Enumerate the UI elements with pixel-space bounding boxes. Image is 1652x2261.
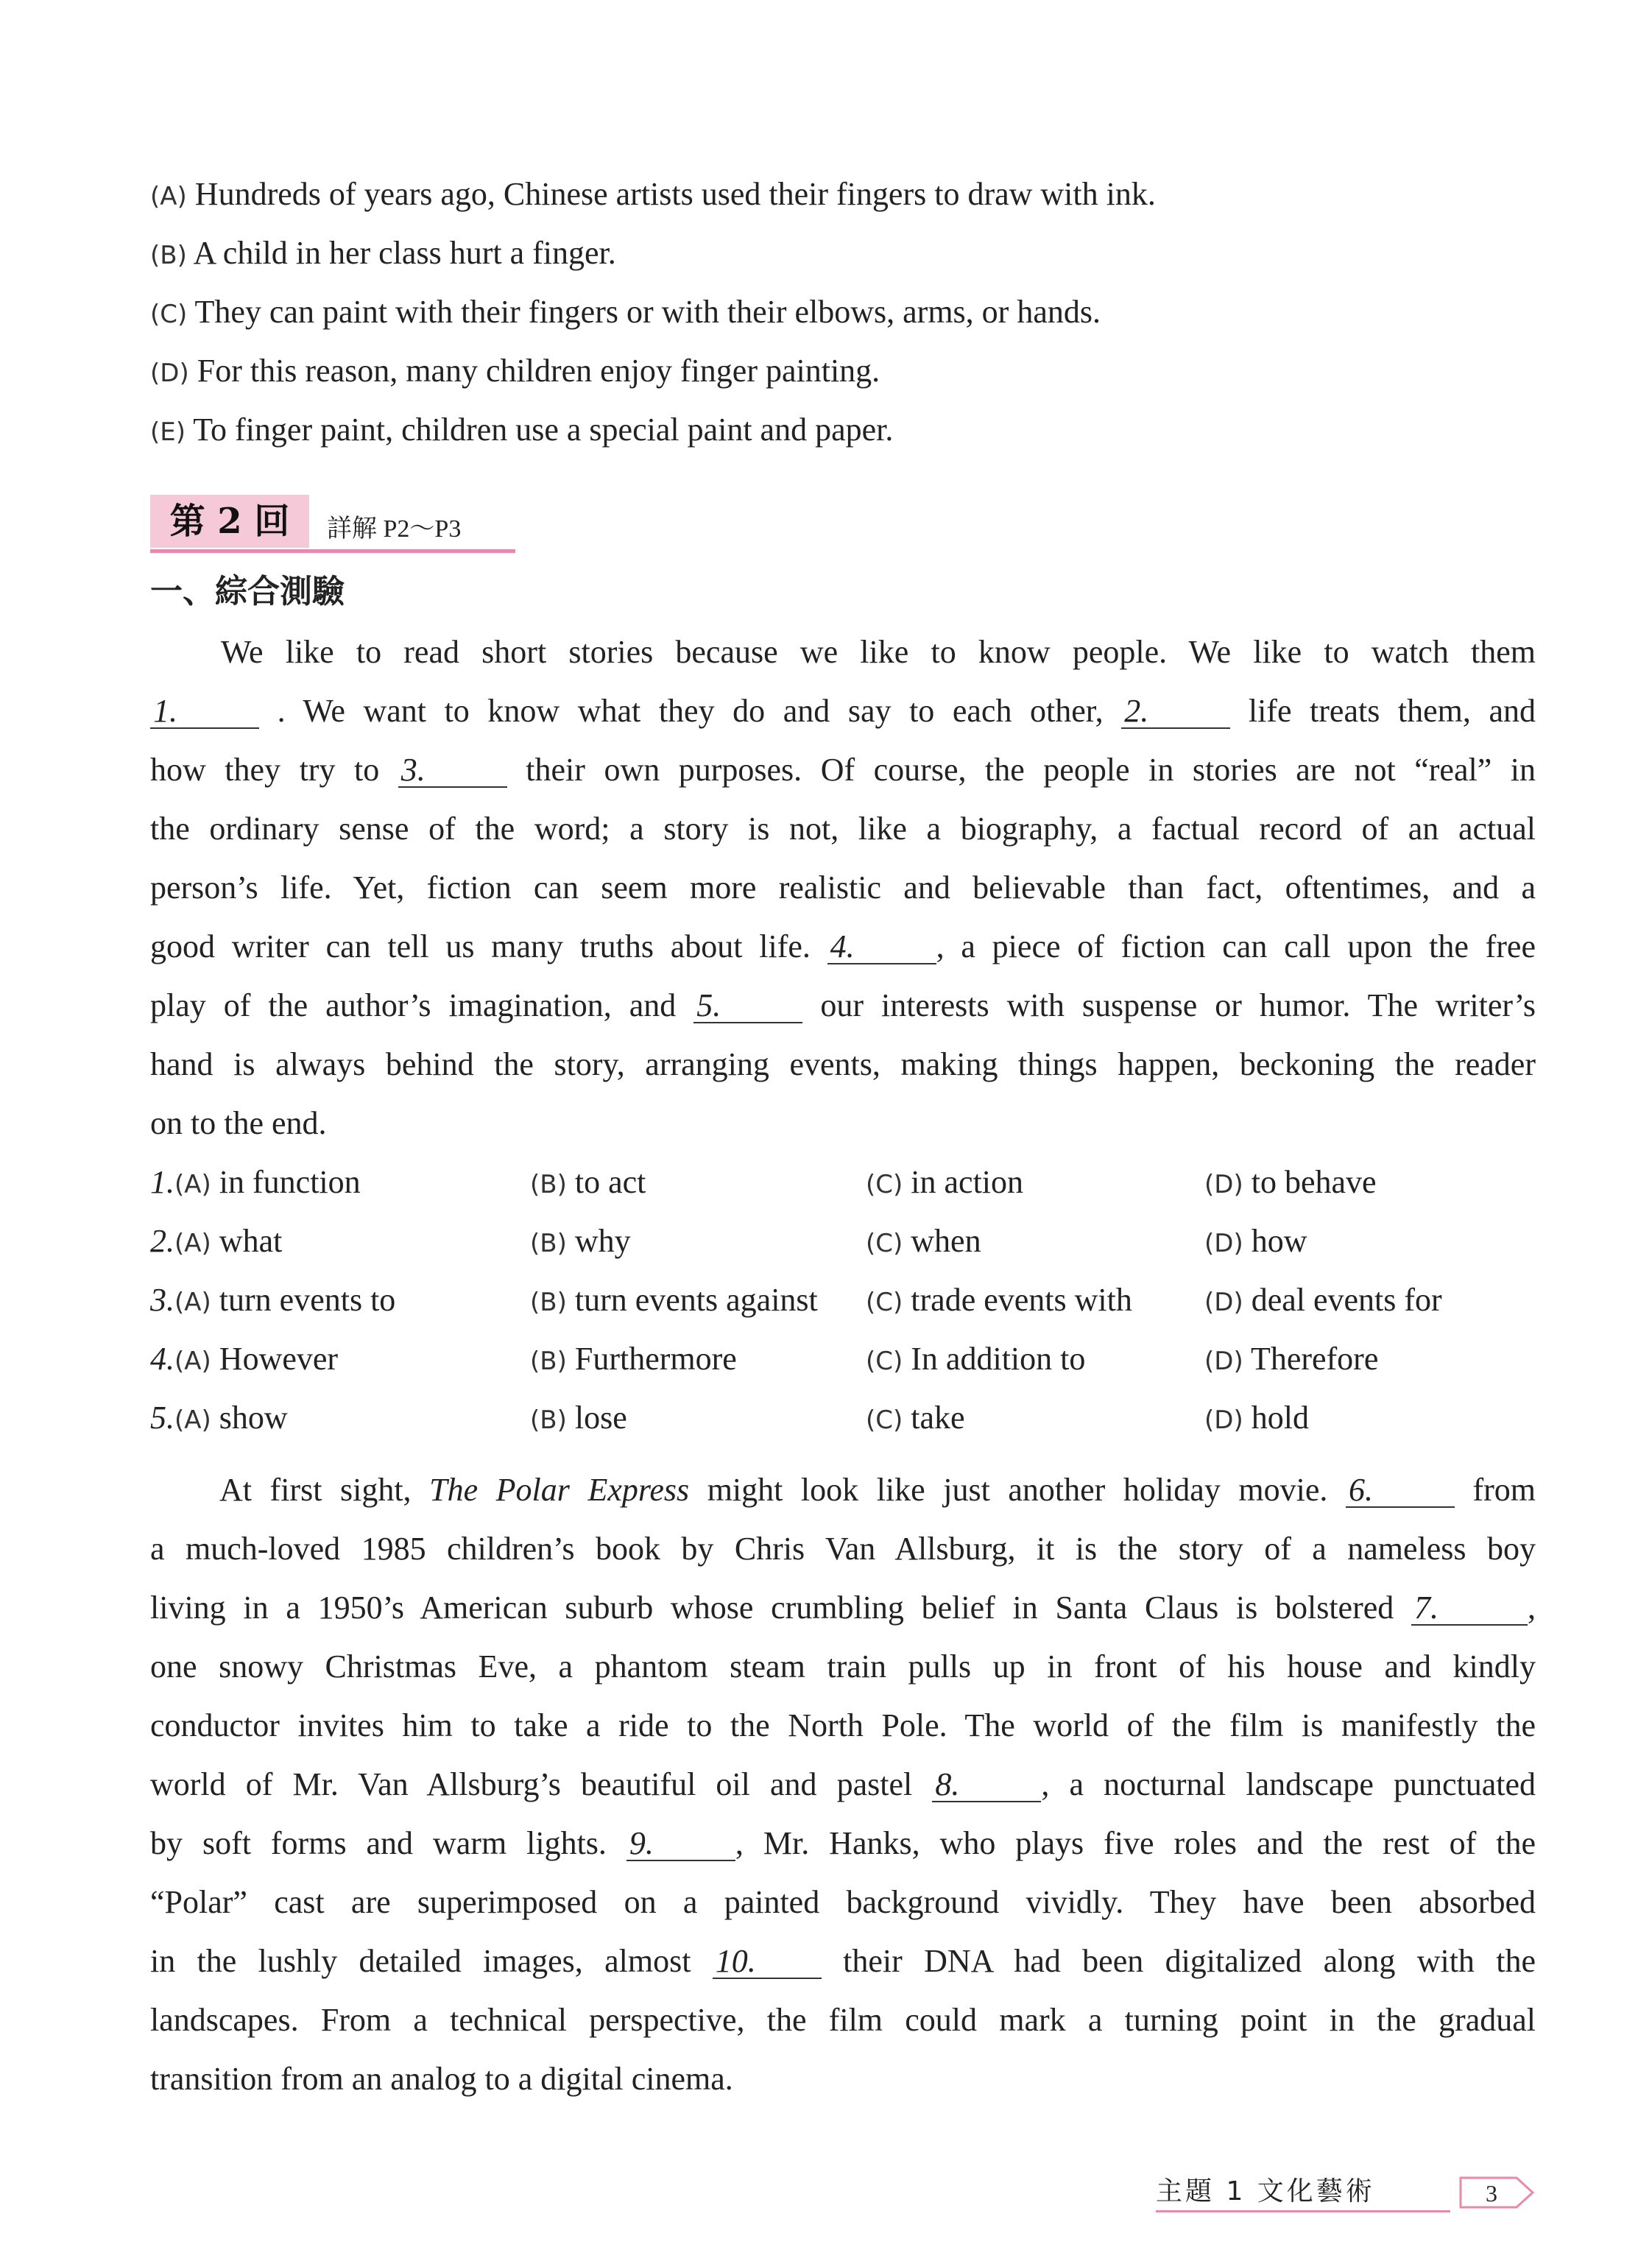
question-5-option-a[interactable]: 5.(A) show	[150, 1400, 288, 1436]
question-3-option-d[interactable]: (D) deal events for	[1204, 1282, 1442, 1318]
question-2-option-c[interactable]: (C) when	[866, 1223, 981, 1259]
passage2-line: a much-loved 1985 children’s book by Chris Van Allsburg, it is the story of a nameless boy	[150, 1531, 1536, 1567]
option-d: (D) For this reason, many children enjoy finger painting.	[150, 353, 880, 389]
option-a: (A) Hundreds of years ago, Chinese artists used their fingers to draw with ink.	[150, 176, 1156, 212]
section-underline	[150, 549, 515, 553]
question-5-option-d[interactable]: (D) hold	[1204, 1400, 1309, 1436]
question-5-option-b[interactable]: (B) lose	[530, 1400, 627, 1436]
footer-underline	[1156, 2210, 1450, 2212]
answer-blank[interactable]: 6.	[1346, 1474, 1455, 1508]
passage2-line: world of Mr. Van Allsburg’s beautiful oil and pastel 8. , a nocturnal landscape punctuated	[150, 1766, 1536, 1802]
passage1-line: We like to read short stories because we like to know people. We like to watch them	[221, 634, 1536, 670]
passage2-line: “Polar” cast are superimposed on a painted background vividly. They have been absorbed	[150, 1884, 1536, 1920]
question-2-option-d[interactable]: (D) how	[1204, 1223, 1307, 1259]
page-footer	[1156, 2165, 1539, 2223]
question-3-option-c[interactable]: (C) trade events with	[866, 1282, 1132, 1318]
answer-blank[interactable]: 4.	[827, 931, 936, 964]
page-number: 3	[1486, 2180, 1497, 2207]
question-4-option-a[interactable]: 4.(A) However	[150, 1341, 339, 1377]
passage1-line: play of the author’s imagination, and 5. our interests with suspense or humor. The writer’s	[150, 987, 1536, 1023]
answer-blank[interactable]: 5.	[693, 990, 802, 1023]
question-5-option-c[interactable]: (C) take	[866, 1400, 965, 1436]
answer-blank[interactable]: 10.	[713, 1945, 822, 1979]
passage1-line: how they try to 3. their own purposes. Of course, the people in stories are not “real” in	[150, 752, 1536, 788]
question-4-option-b[interactable]: (B) Furthermore	[530, 1341, 737, 1377]
question-2-option-a[interactable]: 2.(A) what	[150, 1223, 283, 1259]
answer-blank[interactable]: 2.	[1121, 695, 1230, 729]
option-b: (B) A child in her class hurt a finger.	[150, 235, 616, 271]
answer-blank[interactable]: 9.	[626, 1827, 735, 1861]
question-3-option-b[interactable]: (B) turn events against	[530, 1282, 818, 1318]
part-heading: 一、綜合測驗	[150, 573, 345, 610]
option-c: (C) They can paint with their fingers or with their elbows, arms, or hands.	[150, 294, 1101, 330]
passage2-line: conductor invites him to take a ride to the North Pole. The world of the film is manifestly the	[150, 1707, 1536, 1743]
passage2-line: At first sight, The Polar Express might look like just another holiday movie. 6. from	[219, 1472, 1536, 1508]
passage1-line: hand is always behind the story, arranging events, making things happen, beckoning the reader	[150, 1046, 1536, 1082]
passage2-line: living in a 1950’s American suburb whose crumbling belief in Santa Claus is bolstered 7. ,	[150, 1590, 1536, 1626]
question-1-option-c[interactable]: (C) in action	[866, 1164, 1024, 1200]
question-4-option-c[interactable]: (C) In addition to	[866, 1341, 1086, 1377]
page-arrow-icon	[1458, 2170, 1539, 2215]
question-1-option-d[interactable]: (D) to behave	[1204, 1164, 1377, 1200]
footer-topic: 主題 1 文化藝術	[1156, 2176, 1375, 2207]
passage1-line: person’s life. Yet, fiction can seem more realistic and believable than fact, oftentimes, and a	[150, 870, 1536, 906]
answer-blank[interactable]: 1.	[150, 695, 259, 729]
passage2-line: transition from an analog to a digital cinema.	[150, 2061, 733, 2097]
passage2-line: in the lushly detailed images, almost 10. their DNA had been digitalized along with the	[150, 1943, 1536, 1979]
passage1-line: 1. . We want to know what they do and say to each other, 2. life treats them, and	[150, 682, 1536, 741]
question-1-option-a[interactable]: 1.(A) in function	[150, 1164, 361, 1200]
section-title: 第 2 回	[150, 495, 309, 548]
question-1-option-b[interactable]: (B) to act	[530, 1164, 646, 1200]
option-e: (E) To finger paint, children use a special paint and paper.	[150, 412, 894, 448]
question-4-option-d[interactable]: (D) Therefore	[1204, 1341, 1379, 1377]
passage2-line: one snowy Christmas Eve, a phantom steam train pulls up in front of his house and kindly	[150, 1648, 1536, 1685]
question-2-option-b[interactable]: (B) why	[530, 1223, 631, 1259]
page-number-badge	[1458, 2170, 1539, 2218]
passage2-line: landscapes. From a technical perspective, the film could mark a turning point in the gradual	[150, 2002, 1536, 2038]
passage2-line: by soft forms and warm lights. 9. , Mr. Hanks, who plays five roles and the rest of the	[150, 1825, 1536, 1861]
passage1-line: on to the end.	[150, 1105, 327, 1141]
passage1-line: good writer can tell us many truths about life. 4. , a piece of fiction can call upon the free	[150, 928, 1536, 964]
answer-blank[interactable]: 7.	[1411, 1592, 1528, 1626]
question-3-option-a[interactable]: 3.(A) turn events to	[150, 1282, 396, 1318]
answer-blank[interactable]: 3.	[398, 754, 507, 788]
section-reference: 詳解 P2～P3	[327, 515, 462, 543]
passage1-line: the ordinary sense of the word; a story is not, like a biography, a factual record of an actual	[150, 811, 1536, 847]
answer-blank[interactable]: 8.	[932, 1768, 1041, 1802]
